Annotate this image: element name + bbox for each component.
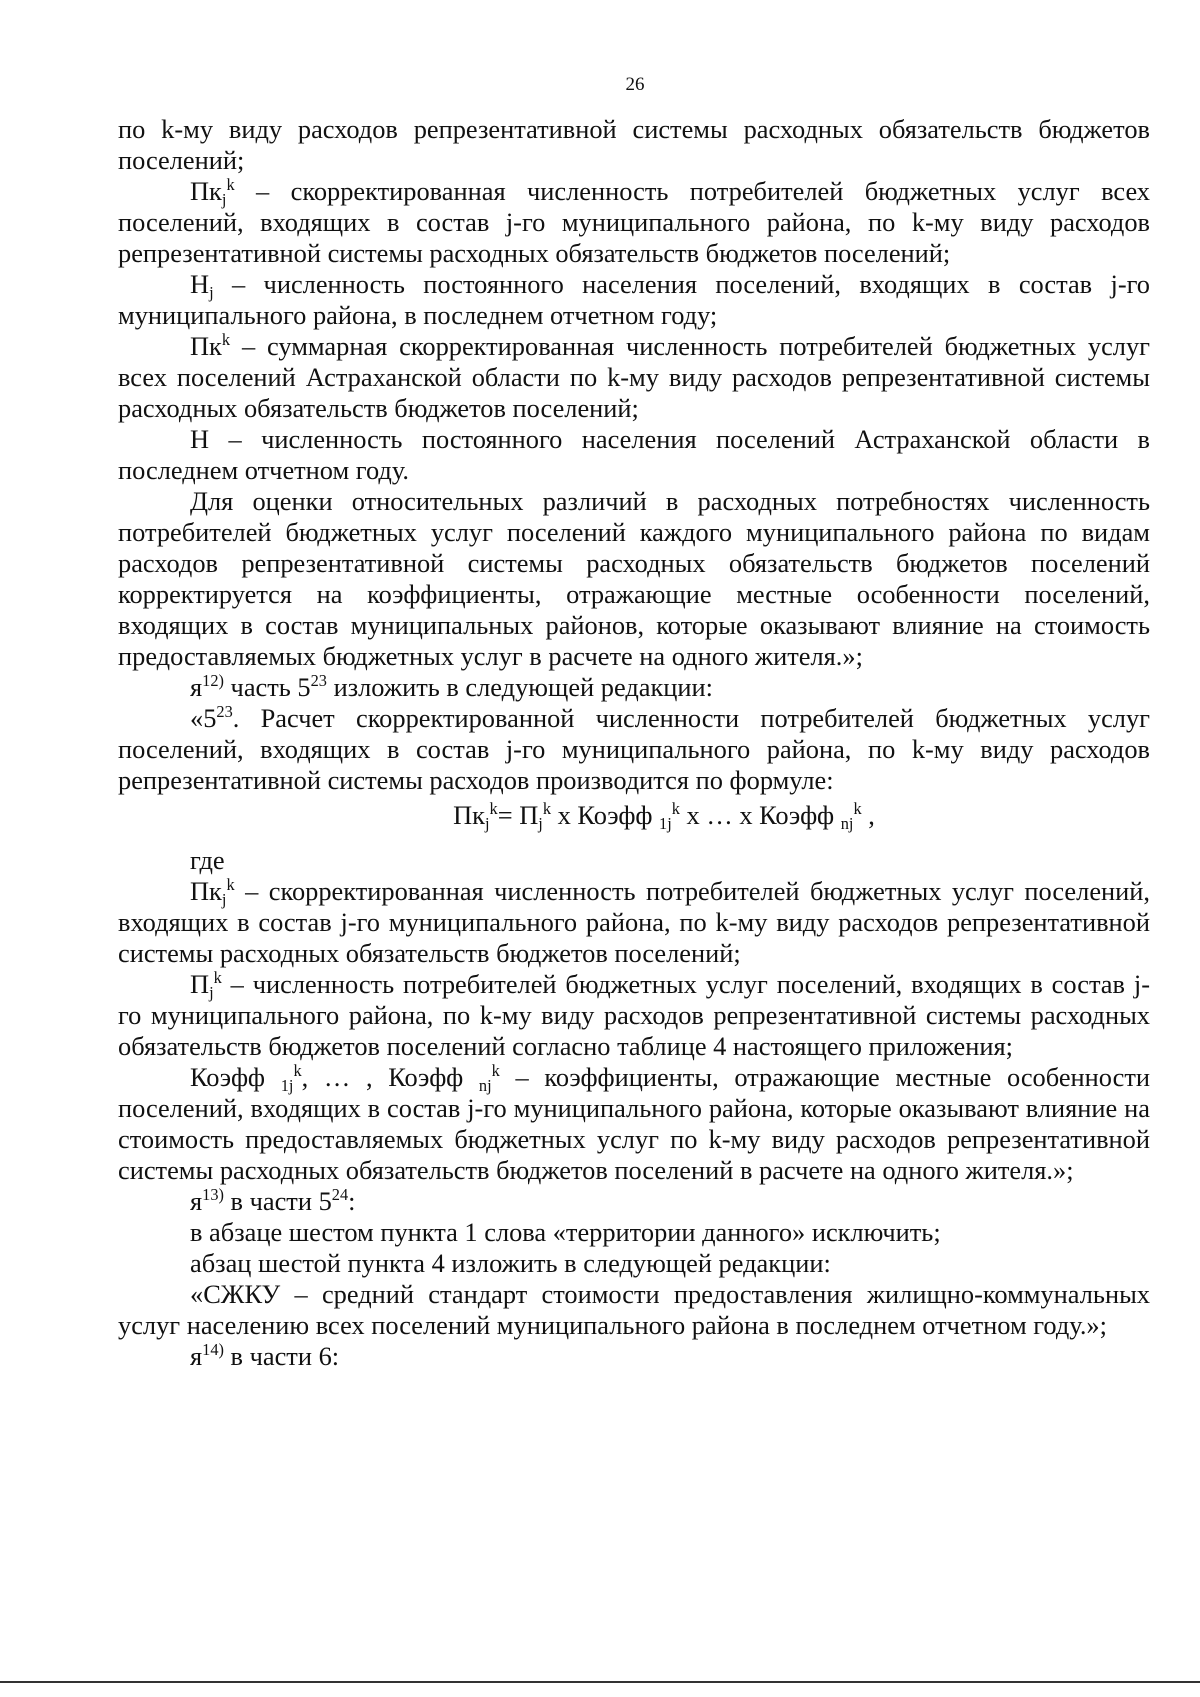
definition-pk-total: [118, 331, 1150, 424]
definition-pk-j-formula: $Пк_j^k$ – скорректированная численность потребителей бюджетных услуг поселений, входящих в состав j-го муниципального района, по k-му виду расходов репрезентативной системы расходных обязательств бюджетов поселений;: [118, 875, 1150, 968]
amendment-item-14: $я^{14)}$ в части 6:: [190, 1340, 340, 1371]
superscript: k: [221, 330, 231, 350]
subscript: j: [209, 282, 214, 302]
definition-szhku: «СЖКУ – средний стандарт стоимости предоставления жилищно-коммунальных услуг населению всех поселений муниципального района в последнем отчетном году.»;: [118, 1279, 1150, 1340]
definition-text: – суммарная скорректированная численность потребителей бюджетных услуг всех поселений Астраханской области по k-му виду расходов репрезентативной системы расходных обязательств бюджетов поселений;: [118, 331, 1150, 423]
symbol: Пк: [190, 176, 222, 206]
symbol: Пк: [190, 331, 222, 361]
where-label: где: [190, 845, 225, 875]
formula: $Пк_j^k= П_j^k$ х Коэфф $_{1j}^k$ х … х Коэфф $_{nj}^k$ ,: [453, 799, 875, 833]
definition-text: – численность постоянного населения поселений, входящих в состав j-го муниципального района, в последнем отчетном году;: [118, 269, 1150, 330]
amendment-item-12: $я^{12)}$ часть $5^{23}$ изложить в следующей редакции:: [190, 671, 713, 702]
subscript: j: [221, 189, 227, 209]
amendment-point-1: в абзаце шестом пункта 1 слова «территории данного» исключить;: [190, 1217, 941, 1247]
document-body: [118, 114, 1150, 1372]
definition-n-j: [118, 269, 1150, 331]
definition-text: – скорректированная численность потребителей бюджетных услуг всех поселений, входящих в состав j-го муниципального района, по k-му виду расходов репрезентативной системы расходных обязательств бюджетов поселений;: [118, 176, 1150, 268]
definition-n-total: Н – численность постоянного населения поселений Астраханской области в последнем отчетном году.: [118, 424, 1150, 485]
definition-p-j: $П_j^k$ – численность потребителей бюджетных услуг поселений, входящих в состав j-го муниципального района, по k-му виду расходов репрезентативной системы расходных обязательств бюджетов поселений согласно таблице 4 настоящего приложения;: [118, 968, 1150, 1061]
definition-pk-j: [118, 176, 1150, 269]
bottom-rule: [0, 1681, 1200, 1683]
symbol: Н: [190, 269, 210, 299]
paragraph-assessment: Для оценки относительных различий в расходных потребностях численность потребителей бюджетных услуг поселений каждого муниципального района по видам расходов репрезентативной системы расходных обязательств бюджетов поселений корректируется на коэффициенты, отражающие местные особенности поселений, входящих в состав муниципальных районов, которые оказывают влияние на стоимость предоставляемых бюджетных услуг в расчете на одного жителя.»;: [118, 486, 1150, 671]
superscript: k: [226, 175, 235, 195]
paragraph-continuation: по k-му виду расходов репрезентативной системы расходных обязательств бюджетов поселений;: [118, 114, 1150, 175]
amendment-item-13: $я^{13)}$ в части $5^{24}$:: [190, 1185, 356, 1216]
page-number: 26: [625, 74, 645, 95]
amendment-point-4: абзац шестой пункта 4 изложить в следующей редакции:: [190, 1248, 831, 1278]
definition-coefficients: Коэфф $_{1j}^k$, … , Коэфф $_{nj}^k$ – коэффициенты, отражающие местные особенности поселений, входящих в состав j-го муниципального района, которые оказывают влияние на стоимость предоставляемых бюджетных услуг по k-му виду расходов репрезентативной системы расходных обязательств бюджетов поселений в расчете на одного жителя.»;: [118, 1061, 1151, 1185]
section-5-23-text: «$5^{23}$. Расчет скорректированной численности потребителей бюджетных услуг поселений, входящих в состав j-го муниципального района, по k-му виду расходов репрезентативной системы расходов производится по формуле:: [118, 702, 1150, 795]
